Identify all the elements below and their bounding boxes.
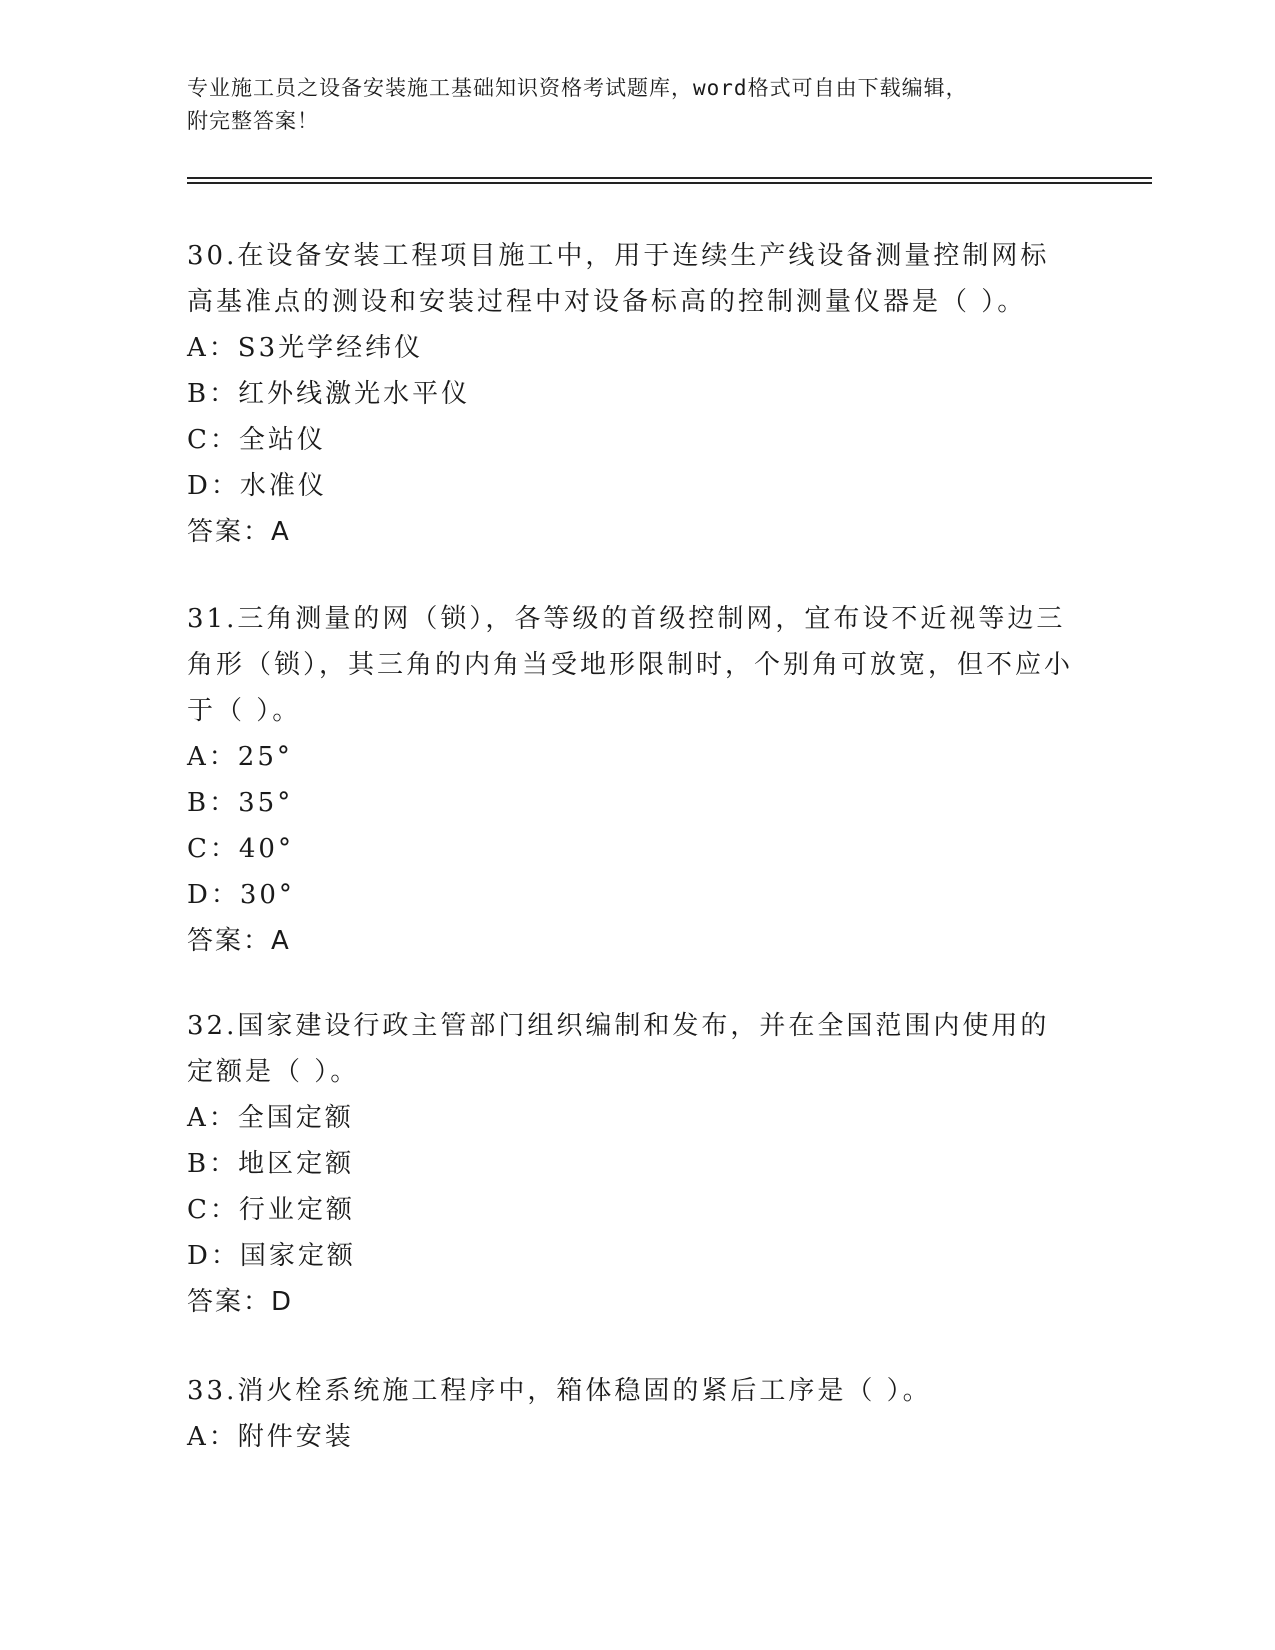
option-a: A：S3光学经纬仪 — [187, 333, 424, 363]
option-d: D：30° — [187, 880, 295, 910]
question-30 — [187, 233, 1077, 555]
option-a: A：全国定额 — [187, 1103, 354, 1133]
question-stem: 33.消火栓系统施工程序中，箱体稳固的紧后工序是（ ）。 — [187, 1376, 932, 1406]
header-line-2: 附完整答案！ — [187, 109, 319, 133]
option-b: B：地区定额 — [187, 1149, 355, 1179]
option-c: C：行业定额 — [187, 1195, 355, 1225]
answer-line: 答案：A — [187, 517, 291, 547]
question-stem: 32.国家建设行政主管部门组织编制和发布，并在全国范围内使用的定额是（ ）。 — [187, 1011, 1050, 1087]
document-header — [187, 72, 1067, 138]
question-stem: 31.三角测量的网（锁），各等级的首级控制网，宜布设不近视等边三角形（锁），其三角的内角当受地形限制时，个别角可放宽，但不应小于（ ）。 — [187, 604, 1074, 726]
question-31 — [187, 596, 1077, 964]
option-d: D：国家定额 — [187, 1241, 356, 1271]
answer-line: 答案：D — [187, 1287, 294, 1317]
option-a: A：附件安装 — [187, 1422, 354, 1452]
option-b: B：红外线激光水平仪 — [187, 379, 471, 409]
answer-line: 答案：A — [187, 926, 291, 956]
option-c: C：40° — [187, 834, 294, 864]
question-33 — [187, 1368, 1077, 1460]
option-c: C：全站仪 — [187, 425, 326, 455]
header-divider-bottom — [187, 182, 1152, 184]
question-stem: 30.在设备安装工程项目施工中，用于连续生产线设备测量控制网标高基准点的测设和安装过程中对设备标高的控制测量仪器是（ ）。 — [187, 241, 1050, 317]
question-32 — [187, 1003, 1077, 1325]
option-a: A：25° — [187, 742, 293, 772]
header-line-1: 专业施工员之设备安装施工基础知识资格考试题库，word格式可自由下载编辑， — [187, 76, 968, 100]
option-d: D：水准仪 — [187, 471, 327, 501]
option-b: B：35° — [187, 788, 294, 818]
header-divider-top — [187, 177, 1152, 179]
